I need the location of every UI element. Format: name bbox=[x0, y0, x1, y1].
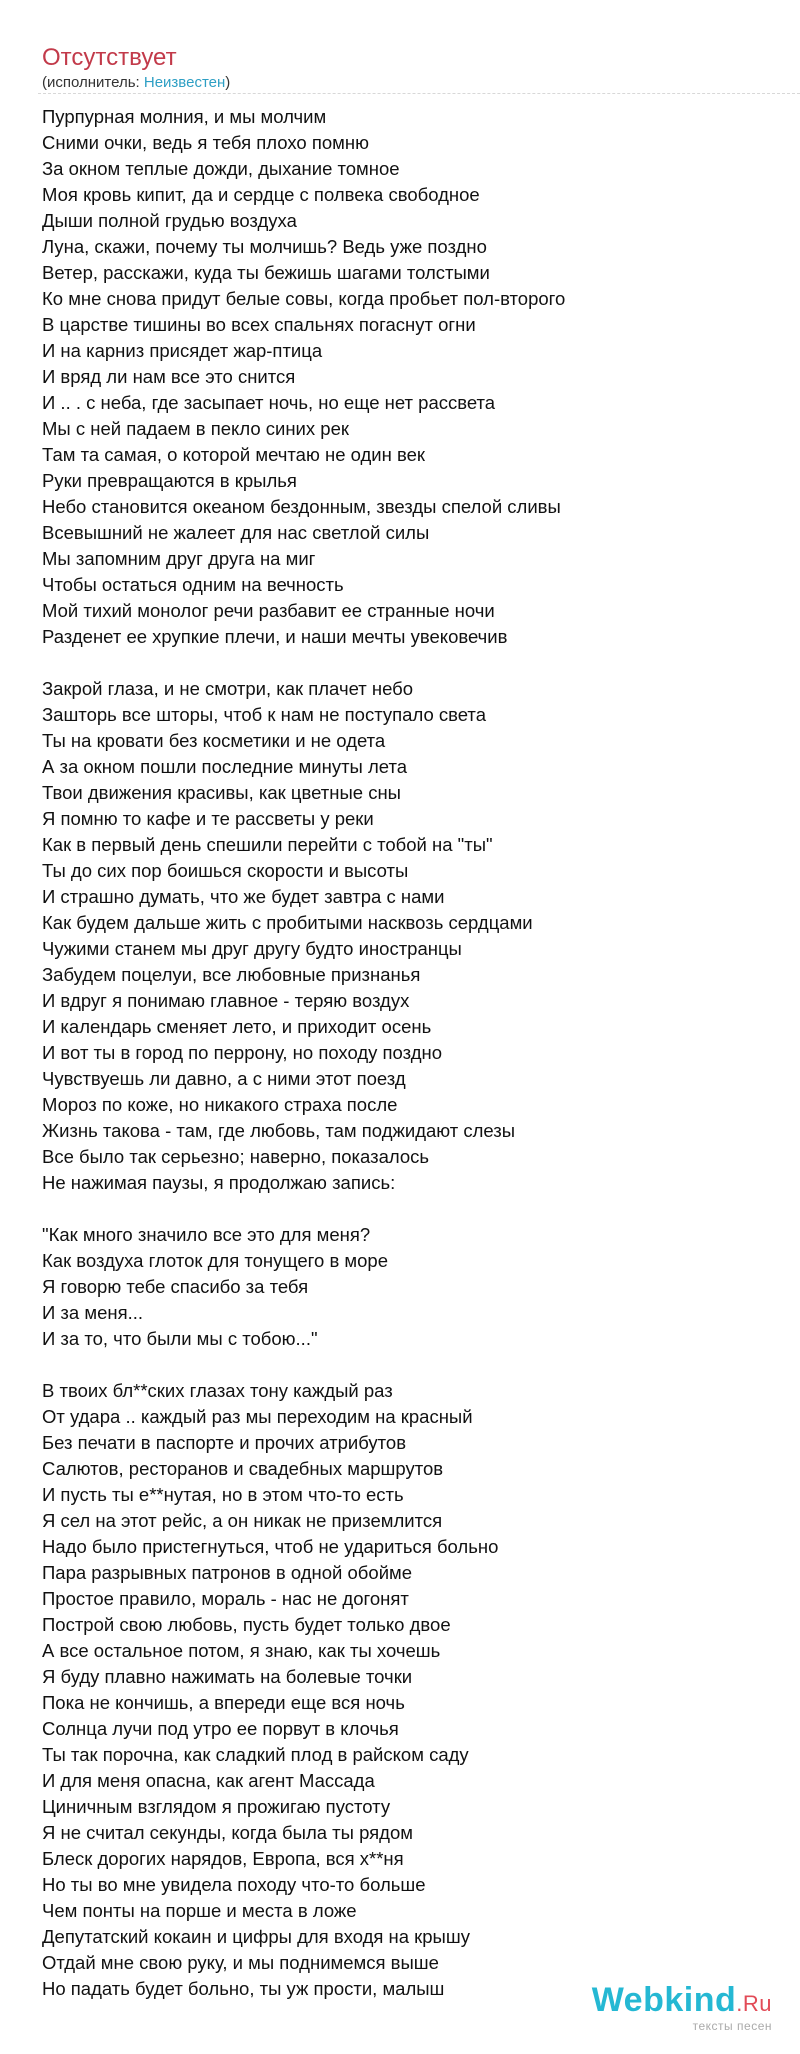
lyric-line: И календарь сменяет лето, и приходит осень bbox=[42, 1016, 432, 1037]
lyric-line: Всевышний не жалеет для нас светлой силы bbox=[42, 522, 430, 543]
lyric-line: Мой тихий монолог речи разбавит ее странные ночи bbox=[42, 600, 495, 621]
lyrics-stanza bbox=[42, 676, 782, 1196]
lyric-line: А за окном пошли последние минуты лета bbox=[42, 756, 408, 777]
lyric-line: В твоих бл**ских глазах тону каждый раз bbox=[42, 1380, 393, 1401]
lyric-line: Твои движения красивы, как цветные сны bbox=[42, 782, 401, 803]
lyric-line: Мы с ней падаем в пекло синих рек bbox=[42, 418, 349, 439]
lyric-line: Сними очки, ведь я тебя плохо помню bbox=[42, 132, 369, 153]
logo-ru-text: .Ru bbox=[736, 1991, 772, 2016]
lyric-line: Я буду плавно нажимать на болевые точки bbox=[42, 1666, 413, 1687]
lyric-line: Луна, скажи, почему ты молчишь? Ведь уже поздно bbox=[42, 236, 487, 257]
lyric-line: Пурпурная молния, и мы молчим bbox=[42, 106, 327, 127]
lyric-line: Забудем поцелуи, все любовные признанья bbox=[42, 964, 421, 985]
lyric-line: Я говорю тебе спасибо за тебя bbox=[42, 1276, 309, 1297]
logo-web-text: Webkind bbox=[591, 1981, 737, 2019]
lyric-line: Пара разрывных патронов в одной обойме bbox=[42, 1562, 413, 1583]
lyric-line: Депутатский кокаин и цифры для входя на крышу bbox=[42, 1926, 470, 1947]
lyric-line: Мороз по коже, но никакого страха после bbox=[42, 1094, 398, 1115]
lyric-line: Там та самая, о которой мечтаю не один век bbox=[42, 444, 425, 465]
lyric-line: Блеск дорогих нарядов, Европа, вся х**ня bbox=[42, 1848, 404, 1869]
artist-link[interactable]: Неизвестен bbox=[143, 74, 226, 91]
lyric-line: И на карниз присядет жар-птица bbox=[42, 340, 323, 361]
artist-line bbox=[42, 74, 230, 92]
lyric-line: Как воздуха глоток для тонущего в море bbox=[42, 1250, 388, 1271]
lyric-line: Как будем дальше жить с пробитыми насквозь сердцами bbox=[42, 912, 533, 933]
lyrics-stanza bbox=[42, 1222, 782, 1352]
lyric-line: В царстве тишины во всех спальнях погаснут огни bbox=[42, 314, 476, 335]
lyric-line: И вряд ли нам все это снится bbox=[42, 366, 296, 387]
lyric-line: И за меня... bbox=[42, 1302, 144, 1323]
lyric-line: И страшно думать, что же будет завтра с нами bbox=[42, 886, 445, 907]
lyric-line: Чувствуешь ли давно, а с ними этот поезд bbox=[42, 1068, 406, 1089]
lyric-line: И вот ты в город по перрону, но походу поздно bbox=[42, 1042, 443, 1063]
lyric-line: И за то, что были мы с тобою..." bbox=[42, 1328, 318, 1349]
lyric-line: И вдруг я понимаю главное - теряю воздух bbox=[42, 990, 410, 1011]
lyric-line: Отдай мне свою руку, и мы поднимемся выше bbox=[42, 1952, 439, 1973]
lyric-line: И для меня опасна, как агент Массада bbox=[42, 1770, 375, 1791]
lyric-line: Мы запомним друг друга на миг bbox=[42, 548, 316, 569]
lyrics-stanza bbox=[42, 104, 782, 650]
lyric-line: Закрой глаза, и не смотри, как плачет небо bbox=[42, 678, 414, 699]
lyric-line: Ты до сих пор боишься скорости и высоты bbox=[42, 860, 409, 881]
lyric-line: И .. . с неба, где засыпает ночь, но еще нет рассвета bbox=[42, 392, 496, 413]
lyric-line: Циничным взглядом я прожигаю пустоту bbox=[42, 1796, 391, 1817]
lyric-line: И пусть ты е**нутая, но в этом что-то есть bbox=[42, 1484, 404, 1505]
lyric-line: Без печати в паспорте и прочих атрибутов bbox=[42, 1432, 407, 1453]
lyric-line: Я помню то кафе и те рассветы у реки bbox=[42, 808, 374, 829]
lyric-line: Чужими станем мы друг другу будто иностранцы bbox=[42, 938, 462, 959]
lyric-line: Пока не кончишь, а впереди еще вся ночь bbox=[42, 1692, 405, 1713]
lyric-line: Я сел на этот рейс, а он никак не приземлится bbox=[42, 1510, 443, 1531]
song-title: Отсутствует bbox=[42, 44, 177, 71]
lyric-line: Руки превращаются в крылья bbox=[42, 470, 297, 491]
logo-subtitle: тексты песен bbox=[692, 2019, 772, 2033]
lyric-line: Моя кровь кипит, да и сердце с полвека свободное bbox=[42, 184, 480, 205]
lyric-line: Салютов, ресторанов и свадебных маршрутов bbox=[42, 1458, 444, 1479]
lyric-line: Я не считал секунды, когда была ты рядом bbox=[42, 1822, 413, 1843]
lyric-line: Ко мне снова придут белые совы, когда пробьет пол-второго bbox=[42, 288, 566, 309]
lyric-line: За окном теплые дожди, дыхание томное bbox=[42, 158, 400, 179]
lyric-line: Как в первый день спешили перейти с тобой на "ты" bbox=[42, 834, 493, 855]
lyrics-stanza bbox=[42, 1378, 782, 2002]
lyric-line: Надо было пристегнуться, чтоб не удариться больно bbox=[42, 1536, 499, 1557]
lyric-line: Не нажимая паузы, я продолжаю запись: bbox=[42, 1172, 396, 1193]
site-logo[interactable] bbox=[592, 1982, 772, 2033]
lyric-line: Но падать будет больно, ты уж прости, малыш bbox=[42, 1978, 445, 1999]
lyric-line: Все было так серьезно; наверно, показалось bbox=[42, 1146, 430, 1167]
lyric-line: Ты так порочна, как сладкий плод в райском саду bbox=[42, 1744, 469, 1765]
lyric-line: Жизнь такова - там, где любовь, там поджидают слезы bbox=[42, 1120, 516, 1141]
lyric-line: От удара .. каждый раз мы переходим на красный bbox=[42, 1406, 473, 1427]
lyric-line: Дыши полной грудью воздуха bbox=[42, 210, 297, 231]
lyric-line: Построй свою любовь, пусть будет только двое bbox=[42, 1614, 451, 1635]
song-header bbox=[42, 44, 230, 92]
lyric-line: Ветер, расскажи, куда ты бежишь шагами толстыми bbox=[42, 262, 490, 283]
header-divider bbox=[38, 93, 800, 94]
lyrics-body bbox=[42, 104, 782, 2028]
lyric-line: Чем понты на порше и места в ложе bbox=[42, 1900, 357, 1921]
lyric-line: Зашторь все шторы, чтоб к нам не поступало света bbox=[42, 704, 486, 725]
lyric-line: Ты на кровати без косметики и не одета bbox=[42, 730, 386, 751]
lyric-line: Но ты во мне увидела походу что-то больше bbox=[42, 1874, 426, 1895]
artist-prefix: (исполнитель: bbox=[42, 74, 144, 91]
lyric-line: Разденет ее хрупкие плечи, и наши мечты увековечив bbox=[42, 626, 508, 647]
logo-wordmark bbox=[592, 1982, 772, 2022]
lyric-line: Солнца лучи под утро ее порвут в клочья bbox=[42, 1718, 399, 1739]
lyric-line: Чтобы остаться одним на вечность bbox=[42, 574, 344, 595]
lyric-line: "Как много значило все это для меня? bbox=[42, 1224, 371, 1245]
artist-suffix: ) bbox=[225, 74, 231, 91]
lyric-line: Простое правило, мораль - нас не догонят bbox=[42, 1588, 409, 1609]
lyric-line: Небо становится океаном бездонным, звезды спелой сливы bbox=[42, 496, 561, 517]
lyric-line: А все остальное потом, я знаю, как ты хочешь bbox=[42, 1640, 441, 1661]
